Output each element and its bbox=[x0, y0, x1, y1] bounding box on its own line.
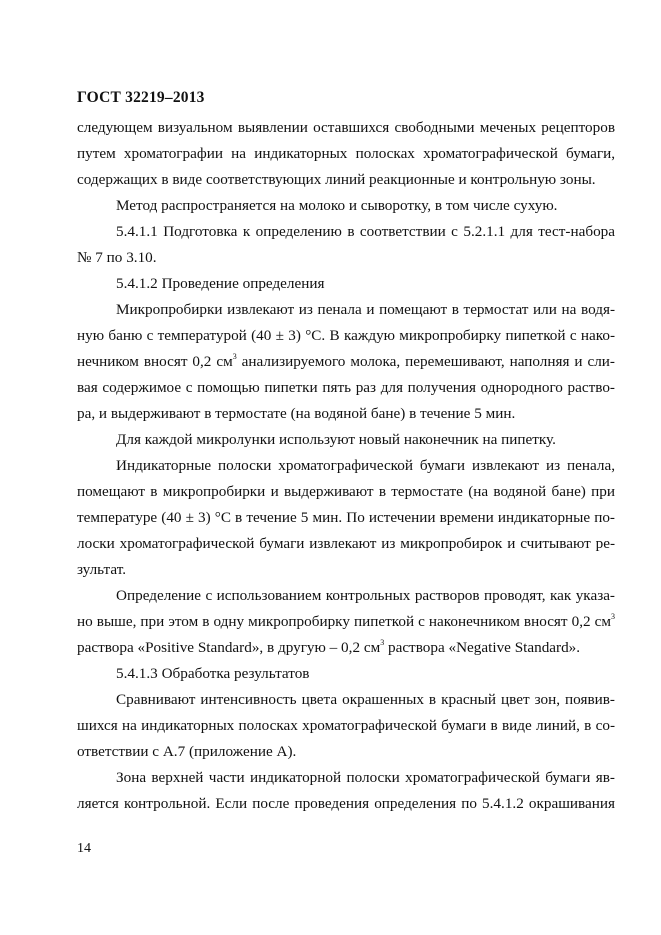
text-line: ра, и выдерживают в термостате (на водяной бане) в течение 5 мин. bbox=[77, 405, 516, 422]
section-heading-5413: 5.4.1.3 Обработка результатов bbox=[116, 665, 310, 682]
superscript-3: 3 bbox=[232, 352, 237, 361]
text-line: 5.4.1.1 Подготовка к определению в соответствии с 5.2.1.1 для тест-набора bbox=[116, 223, 615, 240]
text-span: нечником вносят 0,2 см bbox=[77, 353, 233, 370]
text-line bbox=[77, 613, 615, 631]
text-line: шихся на индикаторных полосках хроматографической бумаги в виде линий, в со- bbox=[77, 717, 615, 734]
page-number: 14 bbox=[77, 841, 91, 856]
text-span: раствора «Positive Standard», в другую – 0,2 см bbox=[77, 639, 381, 656]
text-line bbox=[77, 639, 615, 657]
text-line: ную баню с температурой (40 ± 3) °С. В каждую микропробирку пипеткой с нако- bbox=[77, 327, 615, 344]
text-line: содержащих в виде соответствующих линий реакционные и контрольную зоны. bbox=[77, 171, 596, 188]
text-span: анализируемого молока, перемешивают, наполняя и сли- bbox=[236, 353, 615, 370]
text-span: но выше, при этом в одну микропробирку пипеткой с наконечником вносят 0,2 см bbox=[77, 613, 611, 630]
text-line: Зона верхней части индикаторной полоски хроматографической бумаги яв- bbox=[116, 769, 615, 786]
text-line: следующем визуальном выявлении оставшихся свободными меченых рецепторов bbox=[77, 119, 615, 136]
text-line: Индикаторные полоски хроматографической бумаги извлекают из пенала, bbox=[116, 457, 615, 474]
text-line: ответствии с А.7 (приложение А). bbox=[77, 743, 297, 760]
text-line: температуре (40 ± 3) °С в течение 5 мин. По истечении времени индикаторные по- bbox=[77, 509, 615, 526]
superscript-3: 3 bbox=[380, 638, 385, 647]
text-line: Определение с использованием контрольных растворов проводят, как указа- bbox=[116, 587, 615, 604]
text-line: путем хроматографии на индикаторных полосках хроматографической бумаги, bbox=[77, 145, 615, 162]
text-line: ляется контрольной. Если после проведения определения по 5.4.1.2 окрашивания bbox=[77, 795, 615, 812]
text-line: Сравнивают интенсивность цвета окрашенных в красный цвет зон, появив- bbox=[116, 691, 615, 708]
text-span: раствора «Negative Standard». bbox=[384, 639, 581, 656]
text-line: Микропробирки извлекают из пенала и помещают в термостат или на водя- bbox=[116, 301, 615, 318]
text-line: вая содержимое с помощью пипетки пять раз для получения однородного раство- bbox=[77, 379, 615, 396]
text-line: лоски хроматографической бумаги извлекают из микропробирок и считывают ре- bbox=[77, 535, 615, 552]
text-line: № 7 по 3.10. bbox=[77, 249, 157, 266]
text-line: Метод распространяется на молоко и сыворотку, в том числе сухую. bbox=[116, 197, 558, 214]
superscript-3: 3 bbox=[611, 612, 615, 621]
standard-header: ГОСТ 32219–2013 bbox=[77, 89, 205, 106]
section-heading-5412: 5.4.1.2 Проведение определения bbox=[116, 275, 325, 292]
text-line bbox=[77, 353, 615, 371]
text-line: помещают в микропробирки и выдерживают в термостате (на водяной бане) при bbox=[77, 483, 615, 500]
text-line: зультат. bbox=[77, 561, 126, 578]
text-line: Для каждой микролунки используют новый наконечник на пипетку. bbox=[116, 431, 556, 448]
